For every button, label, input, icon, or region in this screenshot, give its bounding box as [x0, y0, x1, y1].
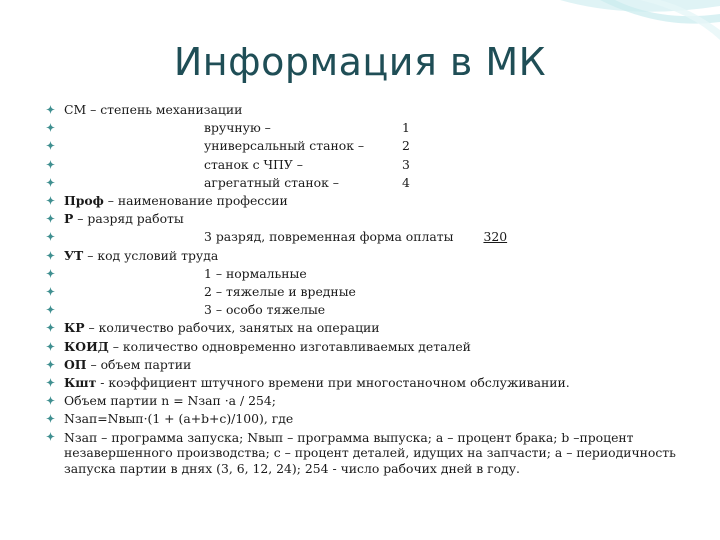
list-item — [46, 156, 686, 174]
list-item — [46, 392, 686, 410]
list-item — [46, 137, 686, 155]
line-term: КОИД — [64, 338, 109, 354]
list-item — [46, 228, 686, 246]
line-term: УТ — [64, 247, 84, 263]
line-term: Проф — [64, 193, 104, 209]
list-item — [46, 429, 686, 477]
line-text: вручную – — [204, 120, 271, 136]
list-item — [46, 283, 686, 301]
line-text: 1 – нормальные — [204, 265, 307, 281]
bullet-icon — [46, 251, 55, 260]
line-text: 3 – особо тяжелые — [204, 302, 326, 318]
line-text: СМ – степень механизации — [64, 102, 243, 117]
line-text: 3 разряд, повременная форма оплаты — [204, 229, 454, 245]
list-item — [46, 247, 686, 265]
rate-value: 320 — [483, 229, 508, 245]
line-text: – код условий труда — [83, 247, 219, 263]
slide-title: Информация в МК — [173, 40, 547, 84]
line-value: 4 — [402, 174, 410, 190]
list-item — [46, 101, 686, 119]
bullet-icon — [46, 396, 55, 405]
bullet-icon — [46, 123, 55, 132]
bullet-icon — [46, 323, 55, 332]
line-text: 2 – тяжелые и вредные — [204, 284, 356, 300]
list-item — [46, 338, 686, 356]
line-text: – количество одновременно изготавливаемых деталей — [108, 338, 471, 354]
line-text: агрегатный станок – — [204, 174, 339, 190]
line-value: 3 — [402, 156, 410, 172]
line-text: – наименование профессии — [103, 193, 288, 209]
bullet-icon — [46, 360, 55, 369]
bullet-icon — [46, 342, 55, 351]
line-text: станок с ЧПУ – — [204, 156, 303, 172]
bullet-icon — [46, 196, 55, 205]
line-term: ОП — [64, 356, 87, 372]
list-item — [46, 210, 686, 228]
list-item — [46, 410, 686, 428]
bullet-icon — [46, 105, 55, 114]
line-term: КР — [64, 320, 85, 336]
list-item — [46, 119, 686, 137]
bullet-icon — [46, 432, 55, 441]
bullet-icon — [46, 160, 55, 169]
line-text: Объем партии n = Nзап ·a / 254; — [64, 393, 276, 409]
list-item — [46, 192, 686, 210]
bullet-icon — [46, 414, 55, 423]
list-item — [46, 356, 686, 374]
line-text: – разряд работы — [73, 211, 184, 227]
list-item — [46, 174, 686, 192]
list-item — [46, 301, 686, 319]
line-text: – объем партии — [86, 356, 192, 372]
line-value: 2 — [402, 138, 410, 154]
bullet-icon — [46, 287, 55, 296]
bullet-icon — [46, 232, 55, 241]
line-term: Кшт — [64, 375, 97, 391]
list-item — [46, 319, 686, 337]
bullet-icon — [46, 214, 55, 223]
line-text: универсальный станок – — [204, 138, 365, 154]
bullet-icon — [46, 269, 55, 278]
bullet-icon — [46, 141, 55, 150]
line-term: Р — [64, 211, 74, 227]
bullet-list — [46, 101, 686, 476]
line-value: 1 — [402, 120, 410, 136]
bullet-icon — [46, 305, 55, 314]
line-text: - коэффициент штучного времени при многостаночном обслуживании. — [96, 375, 570, 391]
list-item — [46, 265, 686, 283]
list-item — [46, 374, 686, 392]
line-text: – количество рабочих, занятых на операции — [84, 320, 380, 336]
line-text: Nзап=Nвып·(1 + (a+b+c)/100), где — [64, 411, 294, 427]
bullet-icon — [46, 178, 55, 187]
bullet-icon — [46, 378, 55, 387]
line-text: Nзап – программа запуска; Nвып – программа выпуска; a – процент брака; b –процент незавершенного производства; c – процент деталей, идущих на запчасти; а – периодичность запуска партии в днях (3, 6, 12, 24); 254 - число рабочих дней в году. — [64, 429, 676, 476]
